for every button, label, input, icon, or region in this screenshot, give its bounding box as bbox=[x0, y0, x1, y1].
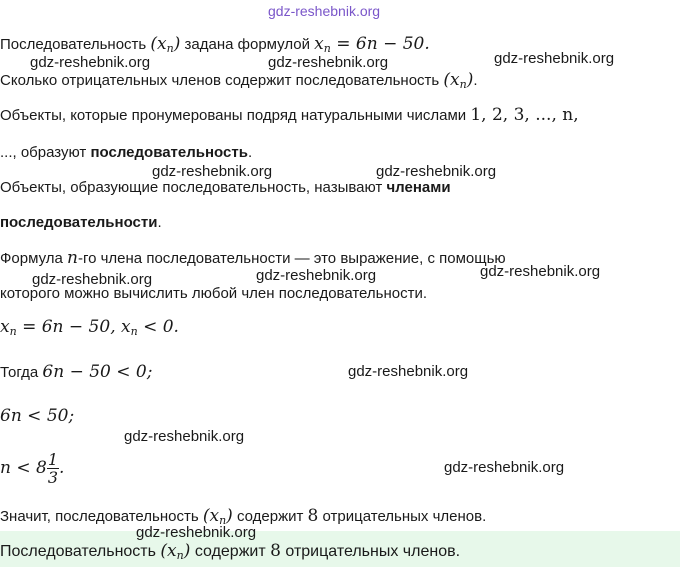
solution-line-3: 6n < 50; bbox=[0, 406, 75, 426]
watermark: gdz-reshebnik.org bbox=[256, 267, 377, 284]
fraction: $\frac{1}{3}$ bbox=[47, 450, 59, 487]
solution-line-2: Тогда 6n − 50 < 0; bbox=[0, 362, 153, 382]
watermark-top: gdz-reshebnik.org bbox=[268, 3, 381, 19]
solution-line-5: Значит, последовательность $(x_n)$ содержит 8 отрицательных членов. bbox=[0, 506, 487, 527]
theory-line-1: Объекты, которые пронумерованы подряд натуральными числами 1, 2, 3, ..., n, bbox=[0, 105, 579, 125]
answer-line: Последовательность $(x_n)$ содержит 8 отрицательных членов. bbox=[0, 541, 461, 562]
solution-line-1: $x_n = 6n - 50$, $x_n < 0$. bbox=[0, 317, 179, 338]
theory-line-4: последовательности. bbox=[0, 214, 162, 231]
watermark: gdz-reshebnik.org bbox=[494, 50, 615, 67]
watermark: gdz-reshebnik.org bbox=[480, 263, 601, 280]
watermark: gdz-reshebnik.org bbox=[376, 163, 497, 180]
task-line-2: Сколько отрицательных членов содержит последовательность $(x_n)$. bbox=[0, 70, 478, 91]
watermark: gdz-reshebnik.org bbox=[124, 428, 245, 445]
solution-line-4: n < 8 $\frac{1}{3}$ . bbox=[0, 450, 65, 487]
watermark: gdz-reshebnik.org bbox=[152, 163, 273, 180]
theory-line-5: Формула n-го члена последовательности — это выражение, с помощью bbox=[0, 248, 506, 268]
theory-line-6: которого можно вычислить любой член последовательности. bbox=[0, 285, 428, 302]
task-line-1: Последовательность $(x_n)$ задана формулой $x_n = 6n - 50$. bbox=[0, 34, 430, 55]
theory-line-3: Объекты, образующие последовательность, называют членами bbox=[0, 179, 451, 196]
theory-line-2: ..., образуют последовательность. bbox=[0, 144, 253, 161]
watermark: gdz-reshebnik.org bbox=[32, 271, 153, 288]
watermark: gdz-reshebnik.org bbox=[268, 54, 389, 71]
watermark: gdz-reshebnik.org bbox=[30, 54, 151, 71]
watermark: gdz-reshebnik.org bbox=[444, 459, 565, 476]
watermark: gdz-reshebnik.org bbox=[136, 524, 257, 541]
watermark: gdz-reshebnik.org bbox=[348, 363, 469, 380]
